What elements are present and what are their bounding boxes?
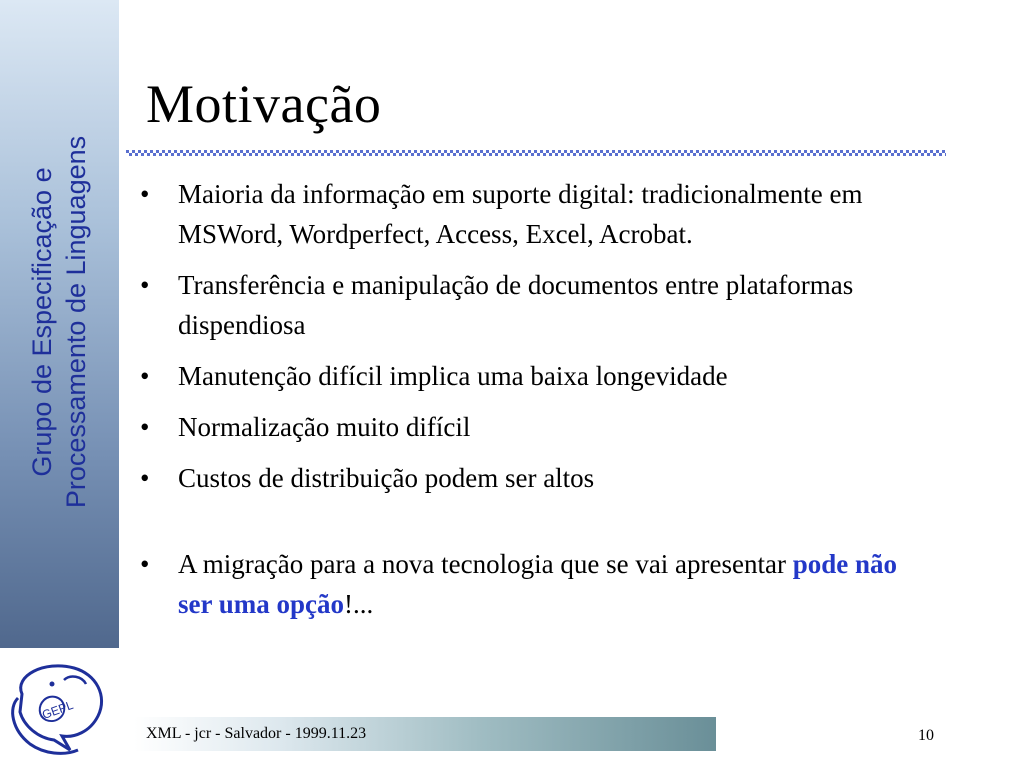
bullet-dot-icon: • [140,549,150,579]
bullet-item [140,407,930,447]
bullet-item [140,356,930,396]
bullet-item [140,265,930,345]
footer-text: XML - jcr - Salvador - 1999.11.23 [146,725,367,742]
bullet-text: Normalização muito difícil [178,412,471,442]
bullet-emphasis: pode não ser uma opção [178,549,898,619]
bullet-dot-icon: • [140,361,150,391]
sidebar-line-2: Processamento de Linguagens [61,135,91,509]
bullet-text-prefix: A migração para a nova tecnologia que se vai apresentar [178,549,793,579]
bullet-dot-icon: • [140,412,150,442]
slide-title: Motivação [146,74,382,134]
bullet-list [140,174,930,635]
bullet-item-highlight [140,544,930,624]
gepl-logo [0,648,119,768]
bullet-text: Maioria da informação em suporte digital: tradicionalmente em MSWord, Wordperfect, Access, Excel, Acrobat. [178,179,863,249]
bullet-dot-icon: • [140,179,150,209]
sidebar-banner [0,0,119,648]
sidebar-group-name [25,62,93,582]
bullet-dot-icon: • [140,463,150,493]
bullet-text: Manutenção difícil implica uma baixa longevidade [178,361,728,391]
bullet-item [140,174,930,254]
dolphin-logo-icon [4,654,116,762]
svg-text:GEPL: GEPL [40,697,76,722]
bullet-text: Transferência e manipulação de documentos entre plataformas dispendiosa [178,270,854,340]
title-divider [126,150,946,156]
bullet-text-suffix: !... [344,589,374,619]
bullet-dot-icon: • [140,270,150,300]
footer-bar [134,717,716,751]
bullet-item [140,458,930,498]
page-number: 10 [918,727,934,744]
bullet-text: Custos de distribuição podem ser altos [178,463,595,493]
sidebar-line-1: Grupo de Especificação e [27,167,57,477]
